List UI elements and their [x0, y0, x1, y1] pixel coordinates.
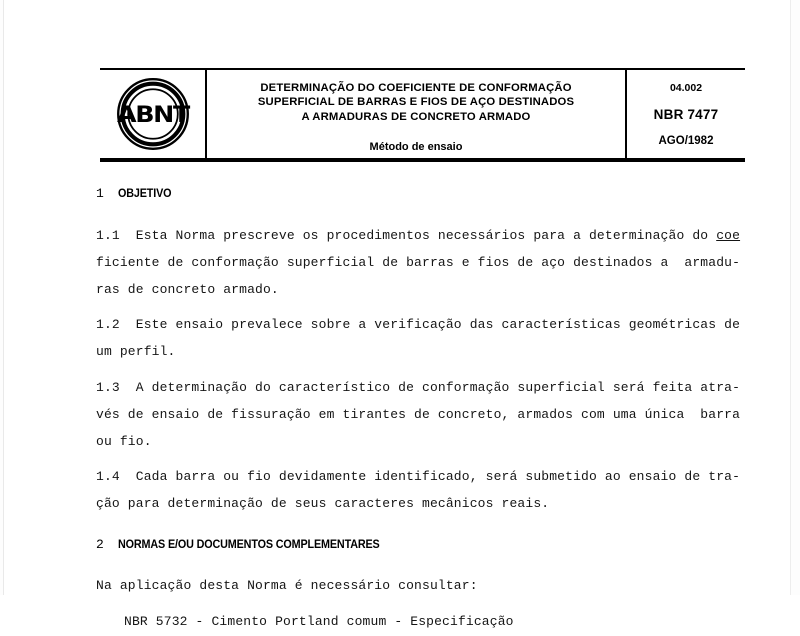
document-title-line-3: A ARMADURAS DE CONCRETO ARMADO	[301, 110, 531, 123]
paragraph-1-3-line-3: ou fio.	[96, 433, 152, 449]
p11-text-a: 1.1 Esta Norma prescreve os procedimentos necessários para a determinação do	[96, 228, 717, 243]
paragraph-1-1-line-1	[96, 223, 756, 250]
publication-date: AGO/1982	[658, 134, 714, 147]
page-edge-left	[3, 0, 4, 595]
paragraph-1-1-line-3: ras de concreto armado.	[96, 281, 279, 297]
reference-list	[96, 609, 756, 629]
p11-text-hyphen-underline: coe	[716, 228, 741, 243]
reference-item-nbr-5732: NBR 5732 - Cimento Portland comum - Especificação	[124, 613, 514, 629]
document-title	[258, 81, 574, 124]
title-cell	[207, 70, 627, 158]
classification-code: 04.002	[669, 81, 703, 94]
paragraph-1-2-line-1: 1.2 Este ensaio prevalece sobre a verificação das características geométricas de	[96, 317, 741, 333]
section-2-number: 2	[96, 536, 104, 552]
section-1-label: OBJETIVO	[118, 187, 172, 200]
section-1-number: 1	[96, 186, 104, 201]
paragraph-1-3-line-1: 1.3 A determinação do característico de conformação superficial será feita atra-	[96, 379, 741, 395]
svg-text:ABNT: ABNT	[116, 101, 189, 128]
document-title-line-2: SUPERFICIAL DE BARRAS E FIOS DE AÇO DESTINADOS	[257, 96, 575, 109]
document-subtitle: Método de ensaio	[369, 141, 463, 154]
abnt-logo-icon	[116, 77, 190, 151]
paragraph-1-2-line-2: um perfil.	[96, 344, 176, 360]
page-edge-right	[790, 0, 791, 595]
paragraph-1-3-line-2: vés de ensaio de fissuração em tirantes de concreto, armados com uma única barra	[96, 406, 741, 422]
document-title-line-1: DETERMINAÇÃO DO COEFICIENTE DE CONFORMAÇÃO	[260, 82, 572, 94]
standard-header-table	[100, 68, 745, 162]
section-heading-1	[96, 186, 756, 201]
paragraph-1-4-line-1: 1.4 Cada barra ou fio devidamente identificado, será submetido ao ensaio de tra-	[96, 469, 741, 485]
section-2-intro: Na aplicação desta Norma é necessário consultar:	[96, 577, 478, 593]
section-2-label: NORMAS E/OU DOCUMENTOS COMPLEMENTARES	[118, 537, 380, 551]
standard-number: NBR 7477	[653, 106, 719, 122]
paragraph-1-1-line-2: ficiente de conformação superficial de barras e fios de aço destinados a armadu-	[96, 254, 741, 270]
code-cell	[627, 70, 745, 158]
logo-cell	[100, 70, 207, 158]
document-body	[96, 186, 756, 629]
section-heading-2	[96, 537, 756, 552]
paragraph-1-4-line-2: ção para determinação de seus caracteres mecânicos reais.	[96, 496, 550, 512]
